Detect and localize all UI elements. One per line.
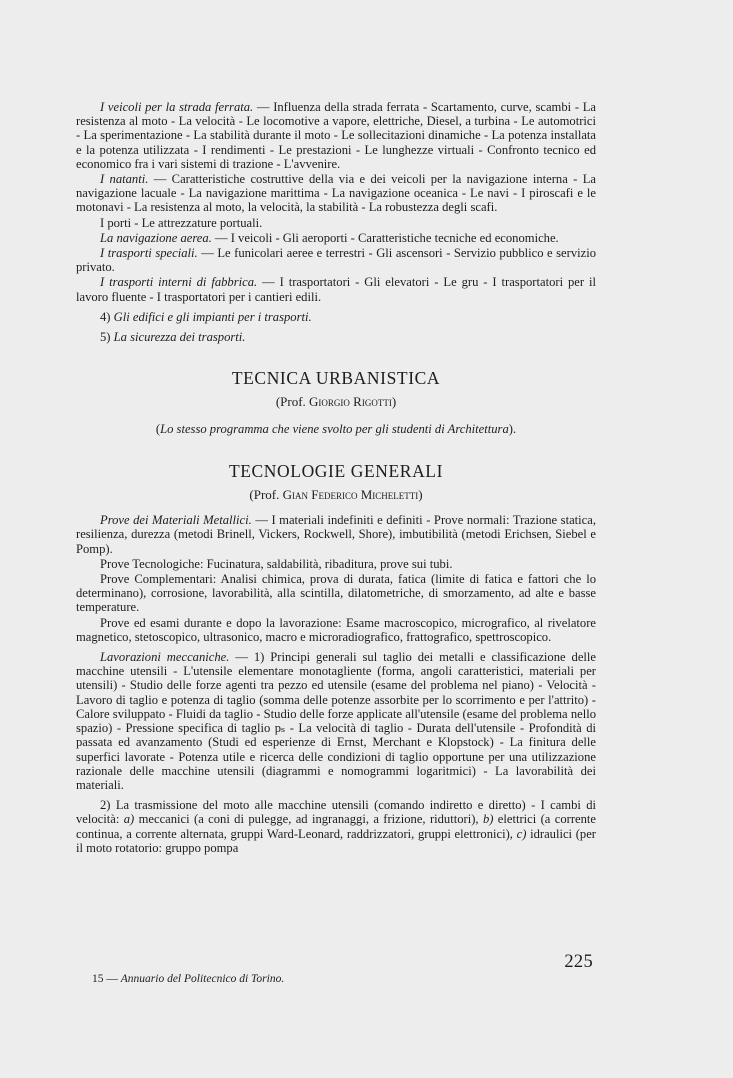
item-text: La sicurezza dei trasporti. — [113, 330, 246, 345]
paragraph-lead: Lavorazioni meccaniche. — [100, 650, 230, 665]
author-suffix: ) — [391, 394, 397, 410]
paragraph-text: Prove Tecnologiche: Fucinatura, saldabilità, ribaditura, prove sui tubi. — [100, 556, 453, 571]
section-tecnica-urbanistica — [76, 368, 596, 437]
paragraph-text: — 1) Principi generali sul taglio dei metalli e classificazione delle macchine utensili - L'utensile elementare monotagliente (forma, angoli caratteristici, materiali per utensili) - Studio delle forze agenti tra pezzo ed utensile (esame del problema nel piano) - Velocità - Lavoro di taglio e potenza di taglio (somma delle potenze assorbite per lo scorrimento e per l'attrito) - Calore sviluppato - Fluidi da taglio - Studio delle forze applicate all'utensile (esame del problema nello spazio) - Pressione specifica di taglio pₛ - La velocità di taglio - Durata dell'utensile - Profondità di passata ed avanzamento (Studi ed esperienze di Ernst, Merchant e Klopstock) - La finitura delle superfici lavorate - Potenza utile e ricerca delle condizioni di taglio opportune per una utilizzazione razionale delle macchine utensili (diagrammi e nomogrammi logaritmici) - La lavorabilità dei materiali. — [76, 650, 596, 792]
author-suffix: ) — [418, 487, 423, 503]
author-name: Giorgio Rigotti — [309, 394, 392, 410]
paragraph-text: — Influenza della strada ferrata - Scartamento, curve, scambi - La resistenza al moto - La velocità - Le locomotive a vapore, elettriche, Diesel, a turbina - Le automotrici - La sperimentazione - La stabilità durante il moto - Le sollecitazioni dinamiche - La potenza installata e la potenza utilizzata - I rendimenti - Le prestazioni - Le lunghezze virtuali - Confronto tecnico ed economico fra i vari sistemi di trazione - L'avvenire. — [76, 100, 597, 171]
section-title: TECNICA URBANISTICA — [231, 368, 441, 389]
footer-title: Annuario del Politecnico di Torino. — [120, 973, 285, 985]
paragraph-lead: I natanti. — [100, 172, 149, 187]
section-note — [76, 422, 596, 437]
list-marker-a: a) — [123, 812, 135, 827]
paragraph-lead: I veicoli per la strada ferrata. — [100, 100, 254, 114]
note-open: ( — [155, 422, 161, 437]
paragraph-text: elettrici (a corrente continua, a corrente alternata, gruppi Ward-Leonard, raddrizzatori, gruppi elettronici), — [76, 812, 597, 841]
item-number: 4) — [100, 309, 114, 324]
paragraph-prove-esami — [76, 616, 596, 644]
paragraph-prove-complementari — [76, 572, 596, 615]
note-text: Lo stesso programma che viene svolto per gli studenti di Architettura — [160, 422, 509, 437]
author-name: Gian Federico Micheletti — [282, 487, 419, 503]
paragraph-trasporti-interni — [76, 275, 596, 303]
paragraph-text: — I trasportatori - Gli elevatori - Le gru - I trasportatori per il lavoro fluente - I trasportatori per i cantieri edili. — [76, 275, 596, 304]
paragraph-natanti — [76, 172, 596, 215]
paragraph-text: — Caratteristiche costruttive della via e dei veicoli per la navigazione interna - La navigazione lacuale - La navigazione marittima - La navigazione oceanica - Le navi - I piroscafi e le motonavi - La resistenza al moto, la velocità, la stabilità - La robustezza degli scafi. — [76, 172, 596, 215]
paragraph-text: — I veicoli - Gli aeroporti - Caratteristiche tecniche ed economiche. — [211, 230, 559, 245]
paragraph-lavorazioni-meccaniche — [76, 650, 596, 792]
item-text: Gli edifici e gli impianti per i trasporti. — [113, 309, 312, 324]
numbered-item-4 — [76, 310, 596, 324]
author-prefix: (Prof. — [249, 487, 283, 503]
page-footer — [92, 973, 284, 985]
list-marker-c: c) — [516, 826, 527, 841]
item-number: 5) — [100, 330, 114, 345]
paragraph-navigazione-aerea — [76, 231, 596, 245]
paragraph-prove-materiali — [76, 513, 596, 556]
paragraph-veicoli-strada-ferrata — [76, 100, 596, 171]
page-number: 225 — [564, 952, 593, 972]
paragraph-text: 2) La trasmissione del moto alle macchine utensili (comando indiretto e diretto) - I cambi di velocità: — [76, 798, 596, 827]
note-close: ). — [508, 422, 517, 437]
footer-dash: — — [103, 973, 121, 985]
page-body — [76, 100, 596, 855]
paragraph-text: — I materiali indefiniti e definiti - Prove normali: Trazione statica, resilienza, durezza (metodi Brinell, Vickers, Rockwell, Shore), imbutibilità (metodi Erichsen, Siebel e Pomp). — [76, 513, 596, 556]
section-tecnologie-generali — [76, 461, 596, 503]
numbered-item-5 — [76, 330, 596, 344]
paragraph-lead: I trasporti interni di fabbrica. — [100, 275, 258, 290]
footer-number: 15 — [92, 973, 104, 985]
paragraph-trasporti-speciali — [76, 246, 596, 274]
paragraph-text: I porti - Le attrezzature portuali. — [100, 215, 263, 230]
paragraph-porti — [76, 216, 596, 230]
paragraph-lead: La navigazione aerea. — [100, 230, 212, 245]
paragraph-text: idraulici (per il moto rotatorio: gruppo pompa — [76, 826, 596, 855]
paragraph-text: Prove ed esami durante e dopo la lavorazione: Esame macroscopico, micrografico, al rivelatore magnetico, stetoscopico, ultrasonico, macro e microradiografico, frattografico, spettroscopico. — [76, 615, 596, 644]
paragraph-text: Prove Complementari: Analisi chimica, prova di durata, fatica (limite di fatica e fattori che lo determinano), corrosione, lavorabilità, alla scintilla, dilatometriche, di smorzamento, ad alte e basse temperature. — [76, 572, 596, 615]
paragraph-text: — Le funicolari aeree e terrestri - Gli ascensori - Servizio pubblico e servizio privato. — [76, 246, 597, 275]
section-title: TECNOLOGIE GENERALI — [228, 461, 444, 482]
paragraph-lead: Prove dei Materiali Metallici. — [100, 513, 252, 528]
author-prefix: (Prof. — [275, 394, 310, 410]
paragraph-trasmissione-moto — [76, 798, 596, 855]
paragraph-text: meccanici (a coni di pulegge, ad ingranaggi, a frizione, riduttori), — [134, 812, 483, 827]
paragraph-prove-tecnologiche — [76, 557, 596, 571]
list-marker-b: b) — [482, 812, 494, 827]
section-author — [76, 487, 596, 503]
section-author — [76, 394, 596, 410]
paragraph-lead: I trasporti speciali. — [100, 246, 198, 261]
